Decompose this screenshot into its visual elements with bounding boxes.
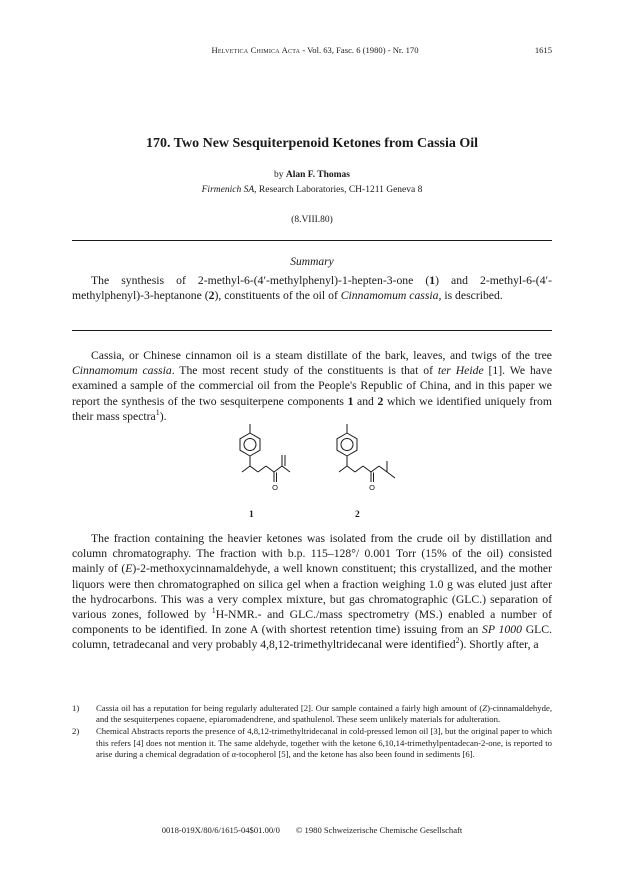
chemical-structures-figure [220, 420, 420, 506]
compound-label-2: 2 [355, 510, 360, 520]
compound-ref: 1 [347, 394, 354, 408]
footnote-mark: 1) [72, 703, 80, 713]
structure-compound-2 [337, 424, 395, 482]
benzene-ring [337, 433, 357, 456]
cited-author: ter Heide [437, 364, 484, 378]
paragraph-intro: Cassia, or Chinese cinnamon oil is a steam distillate of the bark, leaves, and twigs of the tree Cinnamomum cassia. The most recent study of the constituents is that of ter Heide [1]. We have examined a sample of the commercial oil from the People's Republic of China, and in this paper we report the synthesis of the two sesquiterpene components 1 and 2 which we identified uniquely from their mass spectra$^1$). [72, 349, 553, 423]
gc-column-name: SP 1000 [482, 623, 522, 637]
footnote-ref[interactable]: 2 [455, 636, 460, 646]
footnote-ref[interactable]: 1 [155, 407, 160, 417]
footnote-1: 1) Cassia oil has a reputation for being regularly adulterated [2]. Our sample contained a fairly high amount of (Z)-cinnamaldehyde, and the sesquiterpenes copaene, epiaromadendrene, and spathulenol. These seem unlikely materials for adulteration. [72, 703, 552, 725]
page-number: 1615 [534, 45, 552, 55]
received-date: (8.VIII.80) [291, 215, 333, 225]
compound-ref: 1 [429, 274, 436, 287]
aromatic-circle [244, 439, 256, 451]
journal-issue: - Vol. 63, Fasc. 6 (1980) - Nr. 170 [300, 45, 419, 55]
copyright: © 1980 Schweizerische Chemische Gesellschaft [295, 825, 463, 835]
carbonyl-oxygen-label: O [272, 483, 278, 492]
paragraph-fraction: The fraction containing the heavier ketones was isolated from the crude oil by distillation and column chromatography. The fraction with b.p. 115–128°/ 0.001 Torr (15% of the oil) consisted mainly of (E)-2-methoxycinnamaldehyde, a well known constituent; this crystallized, and the mother liquors were then chromatographed on silica gel when a fraction weighing 1.0 g was eluted just after the hydrocarbons. This was a very complex mixture, but gas chromatographic (GLC.) separation of various zones, followed by $^1$H-NMR.- and GLC./mass spectrometry (MS.) enabled a number of components to be identified. In zone A (with shortest retention time) issuing from an SP 1000 GLC. column, tetradecanal and very probably 4,8,12-trimethyltridecanal were identified$^2$). Shortly after, a [72, 532, 552, 652]
summary-bottom-rule [72, 330, 552, 331]
aromatic-circle [341, 439, 353, 451]
benzene-ring [240, 433, 260, 456]
footnotes [72, 703, 552, 761]
affiliation [0, 185, 624, 195]
structure-compound-1 [240, 424, 290, 482]
compound-ref: 2 [377, 394, 384, 408]
journal-name: Helvetica Chimica Acta [211, 45, 301, 55]
footnote-mark: 2) [72, 726, 80, 737]
byline-prefix: by [273, 170, 286, 180]
compound-label-1: 1 [249, 510, 254, 520]
summary-text: The synthesis of 2-methyl-6-(4′-methylphenyl)-1-hepten-3-one (1) and 2-methyl-6-(4′-methylphenyl)-3-heptanone (2), constituents of the oil of Cinnamomum cassia, is described. [72, 274, 552, 303]
author-name: Alan F. Thomas [285, 170, 351, 180]
species-name: Cinnamomum cassia, [340, 289, 442, 303]
summary-top-rule [72, 240, 552, 241]
colophon [0, 825, 624, 835]
summary-heading: Summary [290, 256, 334, 268]
carbonyl-oxygen-label: O [369, 483, 375, 492]
byline [0, 170, 624, 180]
running-head [195, 45, 435, 55]
article-code: 0018-019X/80/6/1615-04$01.00/0 [161, 825, 280, 835]
footnote-2: 2) Chemical Abstracts reports the presence of 4,8,12-trimethyltridecanal in cold-pressed lemon oil [3], but the original paper to which this refers [4] does not mention it. The same aldehyde, together with the ketone 6,10,14-trimethylpentadecan-2-one, is reported to arise during a chemical degradation of α-tocopherol [5], and the ketone has also been found in sediments [6]. [72, 726, 552, 759]
compound-ref: 2 [208, 289, 215, 303]
affiliation-address: , Research Laboratories, CH-1211 Geneva 8 [254, 185, 423, 195]
affiliation-company: Firmenich SA [201, 185, 255, 195]
article-title: 170. Two New Sesquiterpenoid Ketones from Cassia Oil [145, 136, 479, 151]
stereo-descriptor: E [125, 562, 133, 576]
species-name: Cinnamomum cassia [72, 364, 172, 378]
